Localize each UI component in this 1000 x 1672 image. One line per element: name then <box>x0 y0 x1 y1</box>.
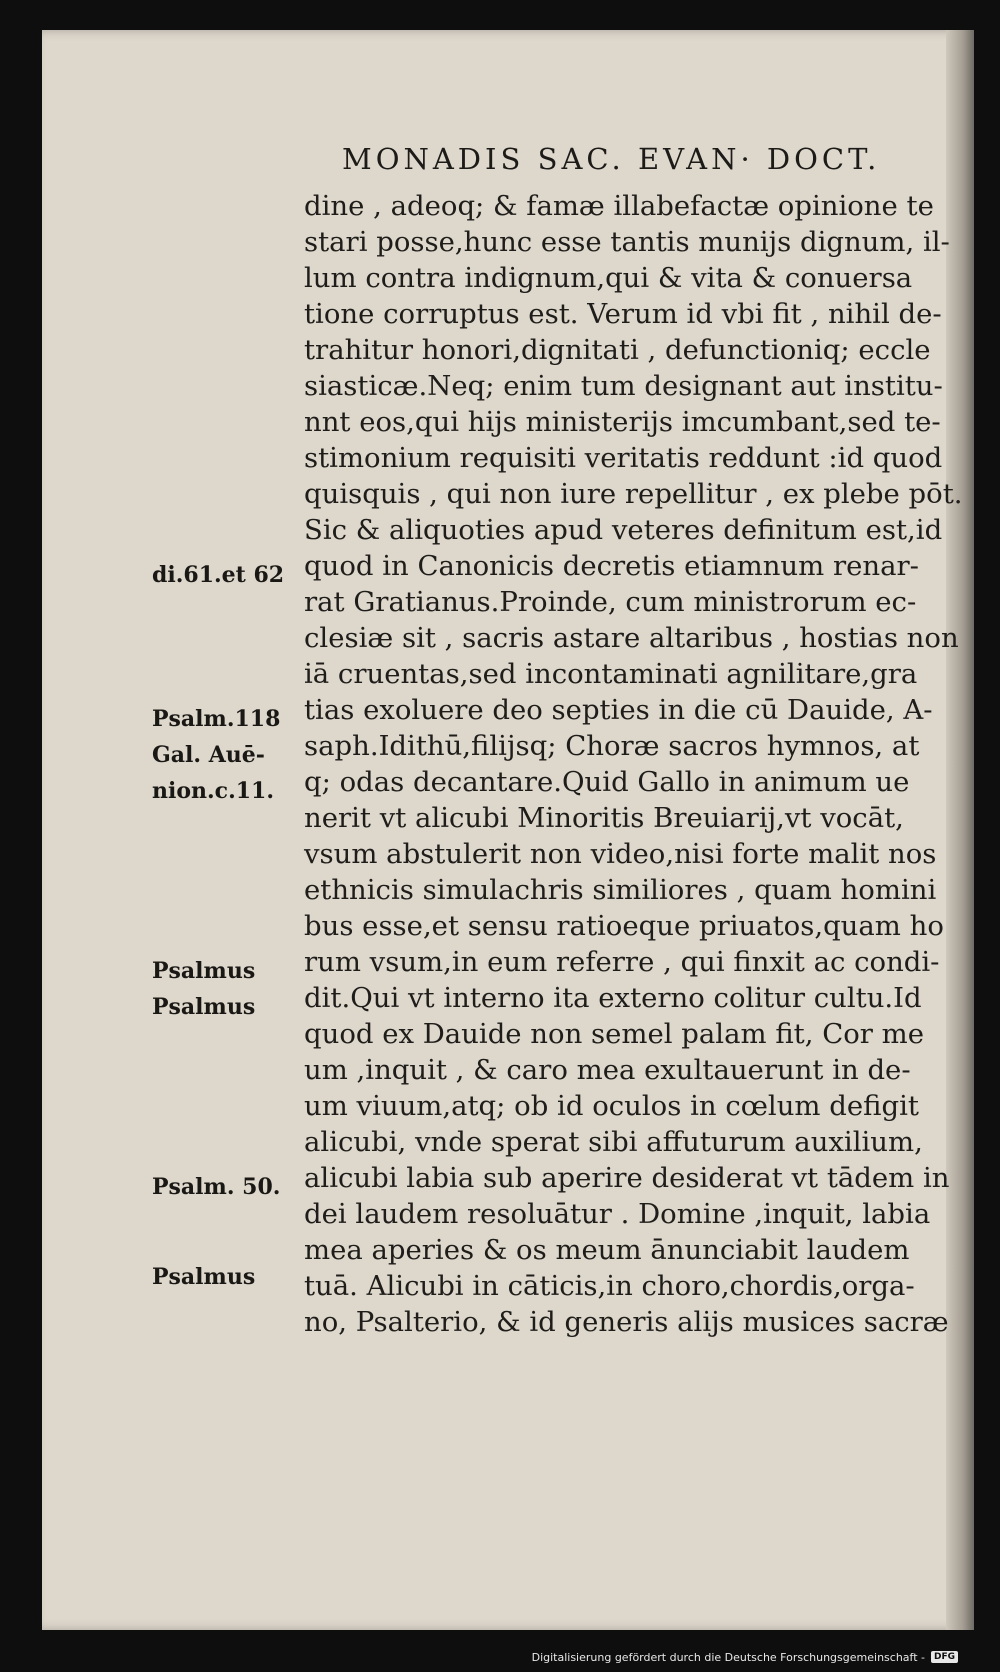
text-line: saph.Idithū,filijsq; Choræ sacros hymnos, at <box>304 730 920 762</box>
text-line: um viuum,atq; ob id oculos in cœlum defigit <box>304 1090 919 1122</box>
text-line: tione corruptus est. Verum id vbi fit , nihil de- <box>304 298 942 330</box>
text-line: stimonium requisiti veritatis reddunt :id quod <box>304 442 943 474</box>
text-line: quisquis , qui non iure repellitur , ex plebe pōt. <box>304 478 963 510</box>
margin-note: Psalmus <box>152 994 256 1020</box>
text-line: alicubi, vnde sperat sibi affuturum auxilium, <box>304 1126 923 1158</box>
text-line: quod in Canonicis decretis etiamnum renar- <box>304 550 919 582</box>
text-line: mea aperies & os meum ānunciabit laudem <box>304 1234 910 1266</box>
text-line: clesiæ sit , sacris astare altaribus , hostias non <box>304 622 959 654</box>
margin-note: di.61.et 62 <box>152 562 285 588</box>
text-line: Sic & aliquoties apud veteres definitum est,id <box>304 514 943 546</box>
body-text <box>304 188 994 1340</box>
text-line: dei laudem resoluātur . Domine ,inquit, labia <box>304 1198 931 1230</box>
text-line: bus esse,et sensu ratioeque priuatos,quam ho <box>304 910 944 942</box>
margin-note: Psalmus <box>152 1264 256 1290</box>
margin-note: Psalm.118 <box>152 706 281 732</box>
text-line: trahitur honori,dignitati , defunctioniq; eccle <box>304 334 931 366</box>
text-line: siasticæ.Neq; enim tum designant aut institu- <box>304 370 943 402</box>
text-line: nnt eos,qui hijs ministerijs imcumbant,sed te- <box>304 406 941 438</box>
text-line: tias exoluere deo septies in die cū Dauide, A- <box>304 694 933 726</box>
text-line: stari posse,hunc esse tantis munijs dignum, il- <box>304 226 950 258</box>
text-line: no, Psalterio, & id generis alijs musices sacræ <box>304 1306 949 1338</box>
text-line: quod ex Dauide non semel palam fit, Cor me <box>304 1018 925 1050</box>
text-line: ethnicis simulachris similiores , quam homini <box>304 874 937 906</box>
text-line: rum vsum,in eum referre , qui finxit ac condi- <box>304 946 940 978</box>
footer-credit <box>532 1648 958 1666</box>
margin-note: Psalmus <box>152 958 256 984</box>
text-line: q; odas decantare.Quid Gallo in animum ue <box>304 766 910 798</box>
running-header: MONADIS SAC. EVAN· DOCT. <box>342 142 881 176</box>
text-line: nerit vt alicubi Minoritis Breuiarij,vt vocāt, <box>304 802 904 834</box>
footer-text: Digitalisierung gefördert durch die Deutsche Forschungsgemeinschaft - <box>531 1650 925 1664</box>
text-line: dit.Qui vt interno ita externo colitur cultu.Id <box>304 982 922 1014</box>
text-line: alicubi labia sub aperire desiderat vt tādem in <box>304 1162 950 1194</box>
margin-note: nion.c.11. <box>152 778 275 804</box>
dfg-logo: DFG <box>931 1651 958 1663</box>
text-line: iā cruentas,sed incontaminati agnilitare,gra <box>304 658 918 690</box>
margin-note: Gal. Auē- <box>152 742 265 768</box>
text-line: tuā. Alicubi in cāticis,in choro,chordis,orga- <box>304 1270 915 1302</box>
text-line: dine , adeoq; & famæ illabefactæ opinione te <box>304 190 934 222</box>
text-line: um ,inquit , & caro mea exultauerunt in de- <box>304 1054 911 1086</box>
margin-note: Psalm. 50. <box>152 1174 281 1200</box>
text-line: lum contra indignum,qui & vita & conuersa <box>304 262 913 294</box>
text-line: vsum abstulerit non video,nisi forte malit nos <box>304 838 937 870</box>
book-page <box>42 30 974 1630</box>
text-line: rat Gratianus.Proinde, cum ministrorum ec- <box>304 586 917 618</box>
